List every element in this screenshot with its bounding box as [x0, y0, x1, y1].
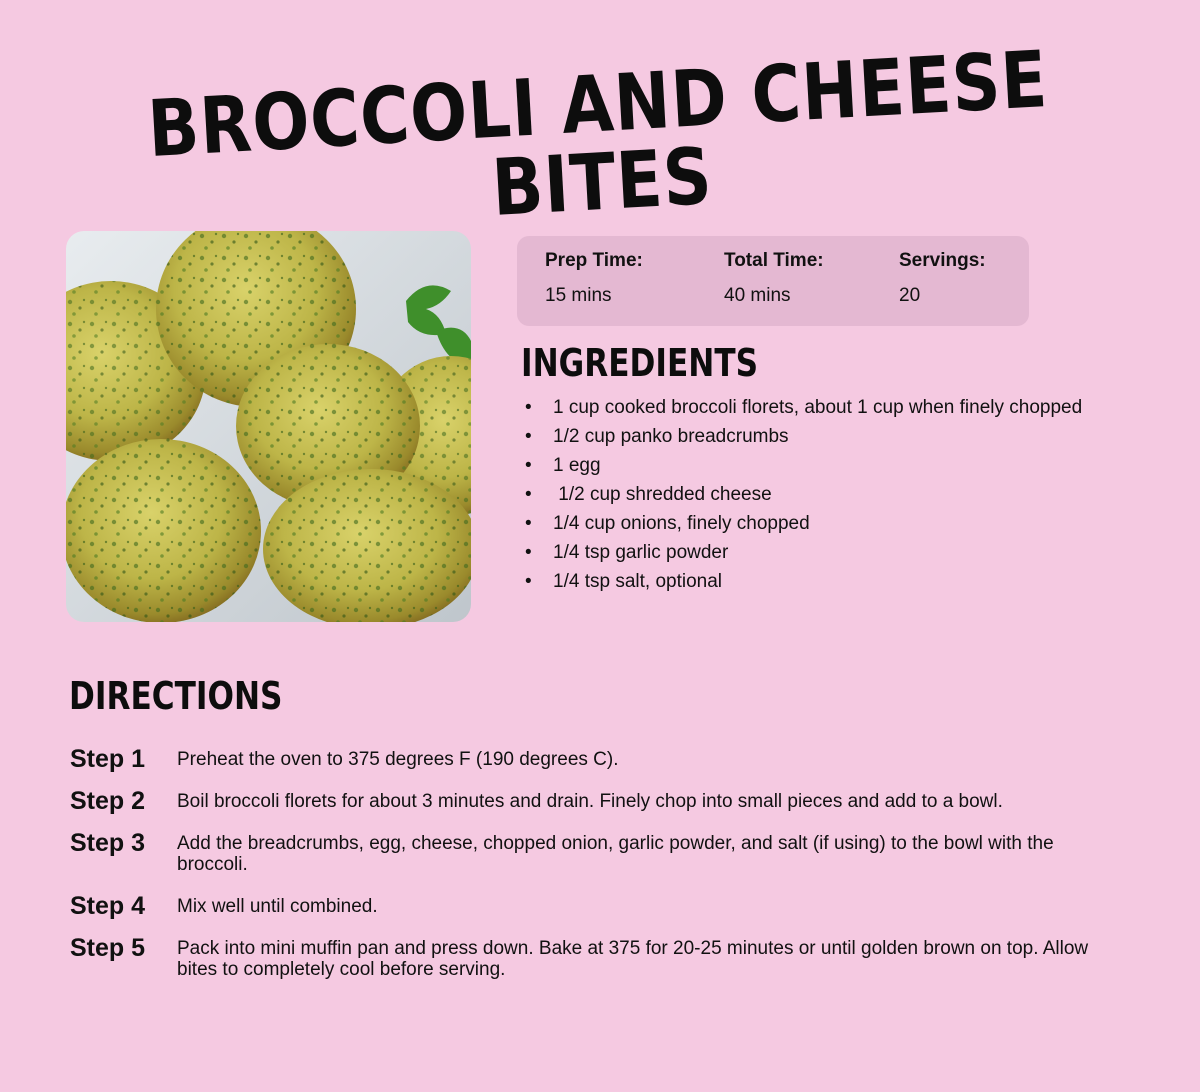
- step-text: Pack into mini muffin pan and press down. Bake at 375 for 20-25 minutes or until golden brown on top. Allow bites to completely cool before serving.: [177, 938, 1089, 980]
- ingredient-item: • 1 cup cooked broccoli florets, about 1 cup when finely chopped: [525, 397, 1083, 418]
- directions-heading: DIRECTIONS: [69, 674, 283, 718]
- prep-time-value: 15 mins: [545, 285, 612, 306]
- ingredient-item: • 1/2 cup shredded cheese: [525, 484, 772, 505]
- ingredient-item: • 1/4 tsp salt, optional: [525, 571, 722, 592]
- broccoli-bites-photo: [66, 231, 471, 622]
- ingredients-list: [523, 393, 1082, 596]
- step-label: Step 2: [70, 787, 146, 815]
- step-text: Preheat the oven to 375 degrees F (190 degrees C).: [177, 749, 619, 770]
- ingredient-item: • 1/4 tsp garlic powder: [525, 542, 729, 563]
- total-time: [724, 250, 824, 307]
- total-time-label: Total Time:: [724, 250, 824, 271]
- step-text: Boil broccoli florets for about 3 minutes and drain. Finely chop into small pieces and add to a bowl.: [177, 791, 1003, 812]
- step-text: Mix well until combined.: [177, 896, 378, 917]
- step-label: Step 5: [70, 934, 146, 962]
- servings-value: 20: [899, 285, 921, 306]
- ingredient-item: • 1 egg: [525, 455, 601, 476]
- recipe-title: BROCCOLI AND CHEESE BITES: [145, 34, 1051, 235]
- servings-label: Servings:: [899, 250, 986, 271]
- ingredients-heading: INGREDIENTS: [521, 341, 759, 385]
- prep-time-label: Prep Time:: [545, 250, 643, 271]
- ingredient-item: • 1/4 cup onions, finely chopped: [525, 513, 810, 534]
- recipe-info-box: [517, 236, 1029, 326]
- total-time-value: 40 mins: [724, 285, 791, 306]
- prep-time: [545, 250, 643, 307]
- step-text: Add the breadcrumbs, egg, cheese, chopped onion, garlic powder, and salt (if using) to the bowl with the broccoli.: [177, 833, 1054, 875]
- step-label: Step 3: [70, 829, 146, 857]
- step-label: Step 1: [70, 745, 146, 773]
- ingredient-item: • 1/2 cup panko breadcrumbs: [525, 426, 789, 447]
- step-label: Step 4: [70, 892, 146, 920]
- servings: [899, 250, 986, 307]
